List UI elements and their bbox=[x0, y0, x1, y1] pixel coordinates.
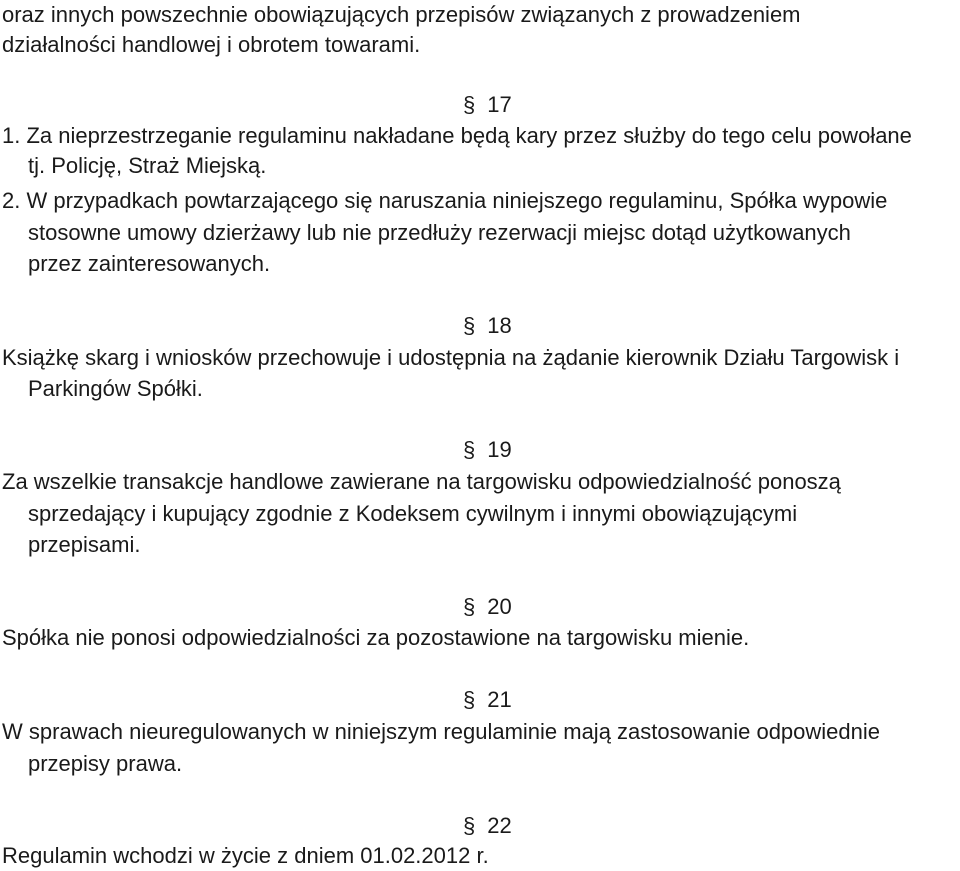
text-line: stosowne umowy dzierżawy lub nie przedłuży rezerwacji miejsc dotąd użytkowanych bbox=[28, 220, 851, 245]
section-number: 18 bbox=[487, 313, 512, 338]
text-line: oraz innych powszechnie obowiązujących przepisów związanych z prowadzeniem bbox=[2, 2, 801, 27]
text-line: Regulamin wchodzi w życie z dniem 01.02.2012 r. bbox=[2, 843, 489, 868]
section-sign: § bbox=[463, 594, 476, 619]
section-number: 20 bbox=[487, 594, 512, 619]
section-heading-21 bbox=[463, 685, 512, 715]
section-sign: § bbox=[463, 437, 476, 462]
text-line: Książkę skarg i wniosków przechowuje i udostępnia na żądanie kierownik Działu Targowisk i bbox=[2, 345, 900, 370]
text-line: przepisy prawa. bbox=[28, 751, 183, 776]
text-line: Za wszelkie transakcje handlowe zawierane na targowisku odpowiedzialność ponoszą bbox=[2, 469, 841, 494]
section-heading-19 bbox=[463, 435, 512, 465]
section-sign: § bbox=[463, 687, 476, 712]
section-sign: § bbox=[463, 313, 476, 338]
section-sign: § bbox=[463, 813, 476, 838]
section-sign: § bbox=[463, 92, 476, 117]
section-number: 19 bbox=[487, 437, 512, 462]
text-line: przepisami. bbox=[28, 532, 141, 557]
text-line: sprzedający i kupujący zgodnie z Kodeksem cywilnym i innymi obowiązującymi bbox=[28, 501, 798, 526]
section-heading-20 bbox=[463, 592, 512, 622]
section-heading-18 bbox=[463, 311, 512, 341]
text-line: 2. W przypadkach powtarzającego się naruszania niniejszego regulaminu, Spółka wypowie bbox=[2, 188, 888, 213]
text-line: Spółka nie ponosi odpowiedzialności za pozostawione na targowisku mienie. bbox=[2, 625, 750, 650]
text-line: tj. Policję, Straż Miejską. bbox=[28, 153, 267, 178]
section-heading-22 bbox=[463, 811, 512, 841]
text-line: Parkingów Spółki. bbox=[28, 376, 203, 401]
text-line: przez zainteresowanych. bbox=[28, 251, 271, 276]
section-number: 22 bbox=[487, 813, 512, 838]
section-number: 21 bbox=[487, 687, 512, 712]
text-line: W sprawach nieuregulowanych w niniejszym regulaminie mają zastosowanie odpowiednie bbox=[2, 719, 881, 744]
section-heading-17 bbox=[463, 90, 512, 120]
text-line: działalności handlowej i obrotem towarami. bbox=[2, 32, 421, 57]
text-line: 1. Za nieprzestrzeganie regulaminu nakładane będą kary przez służby do tego celu powołane bbox=[2, 123, 912, 148]
section-number: 17 bbox=[487, 92, 512, 117]
